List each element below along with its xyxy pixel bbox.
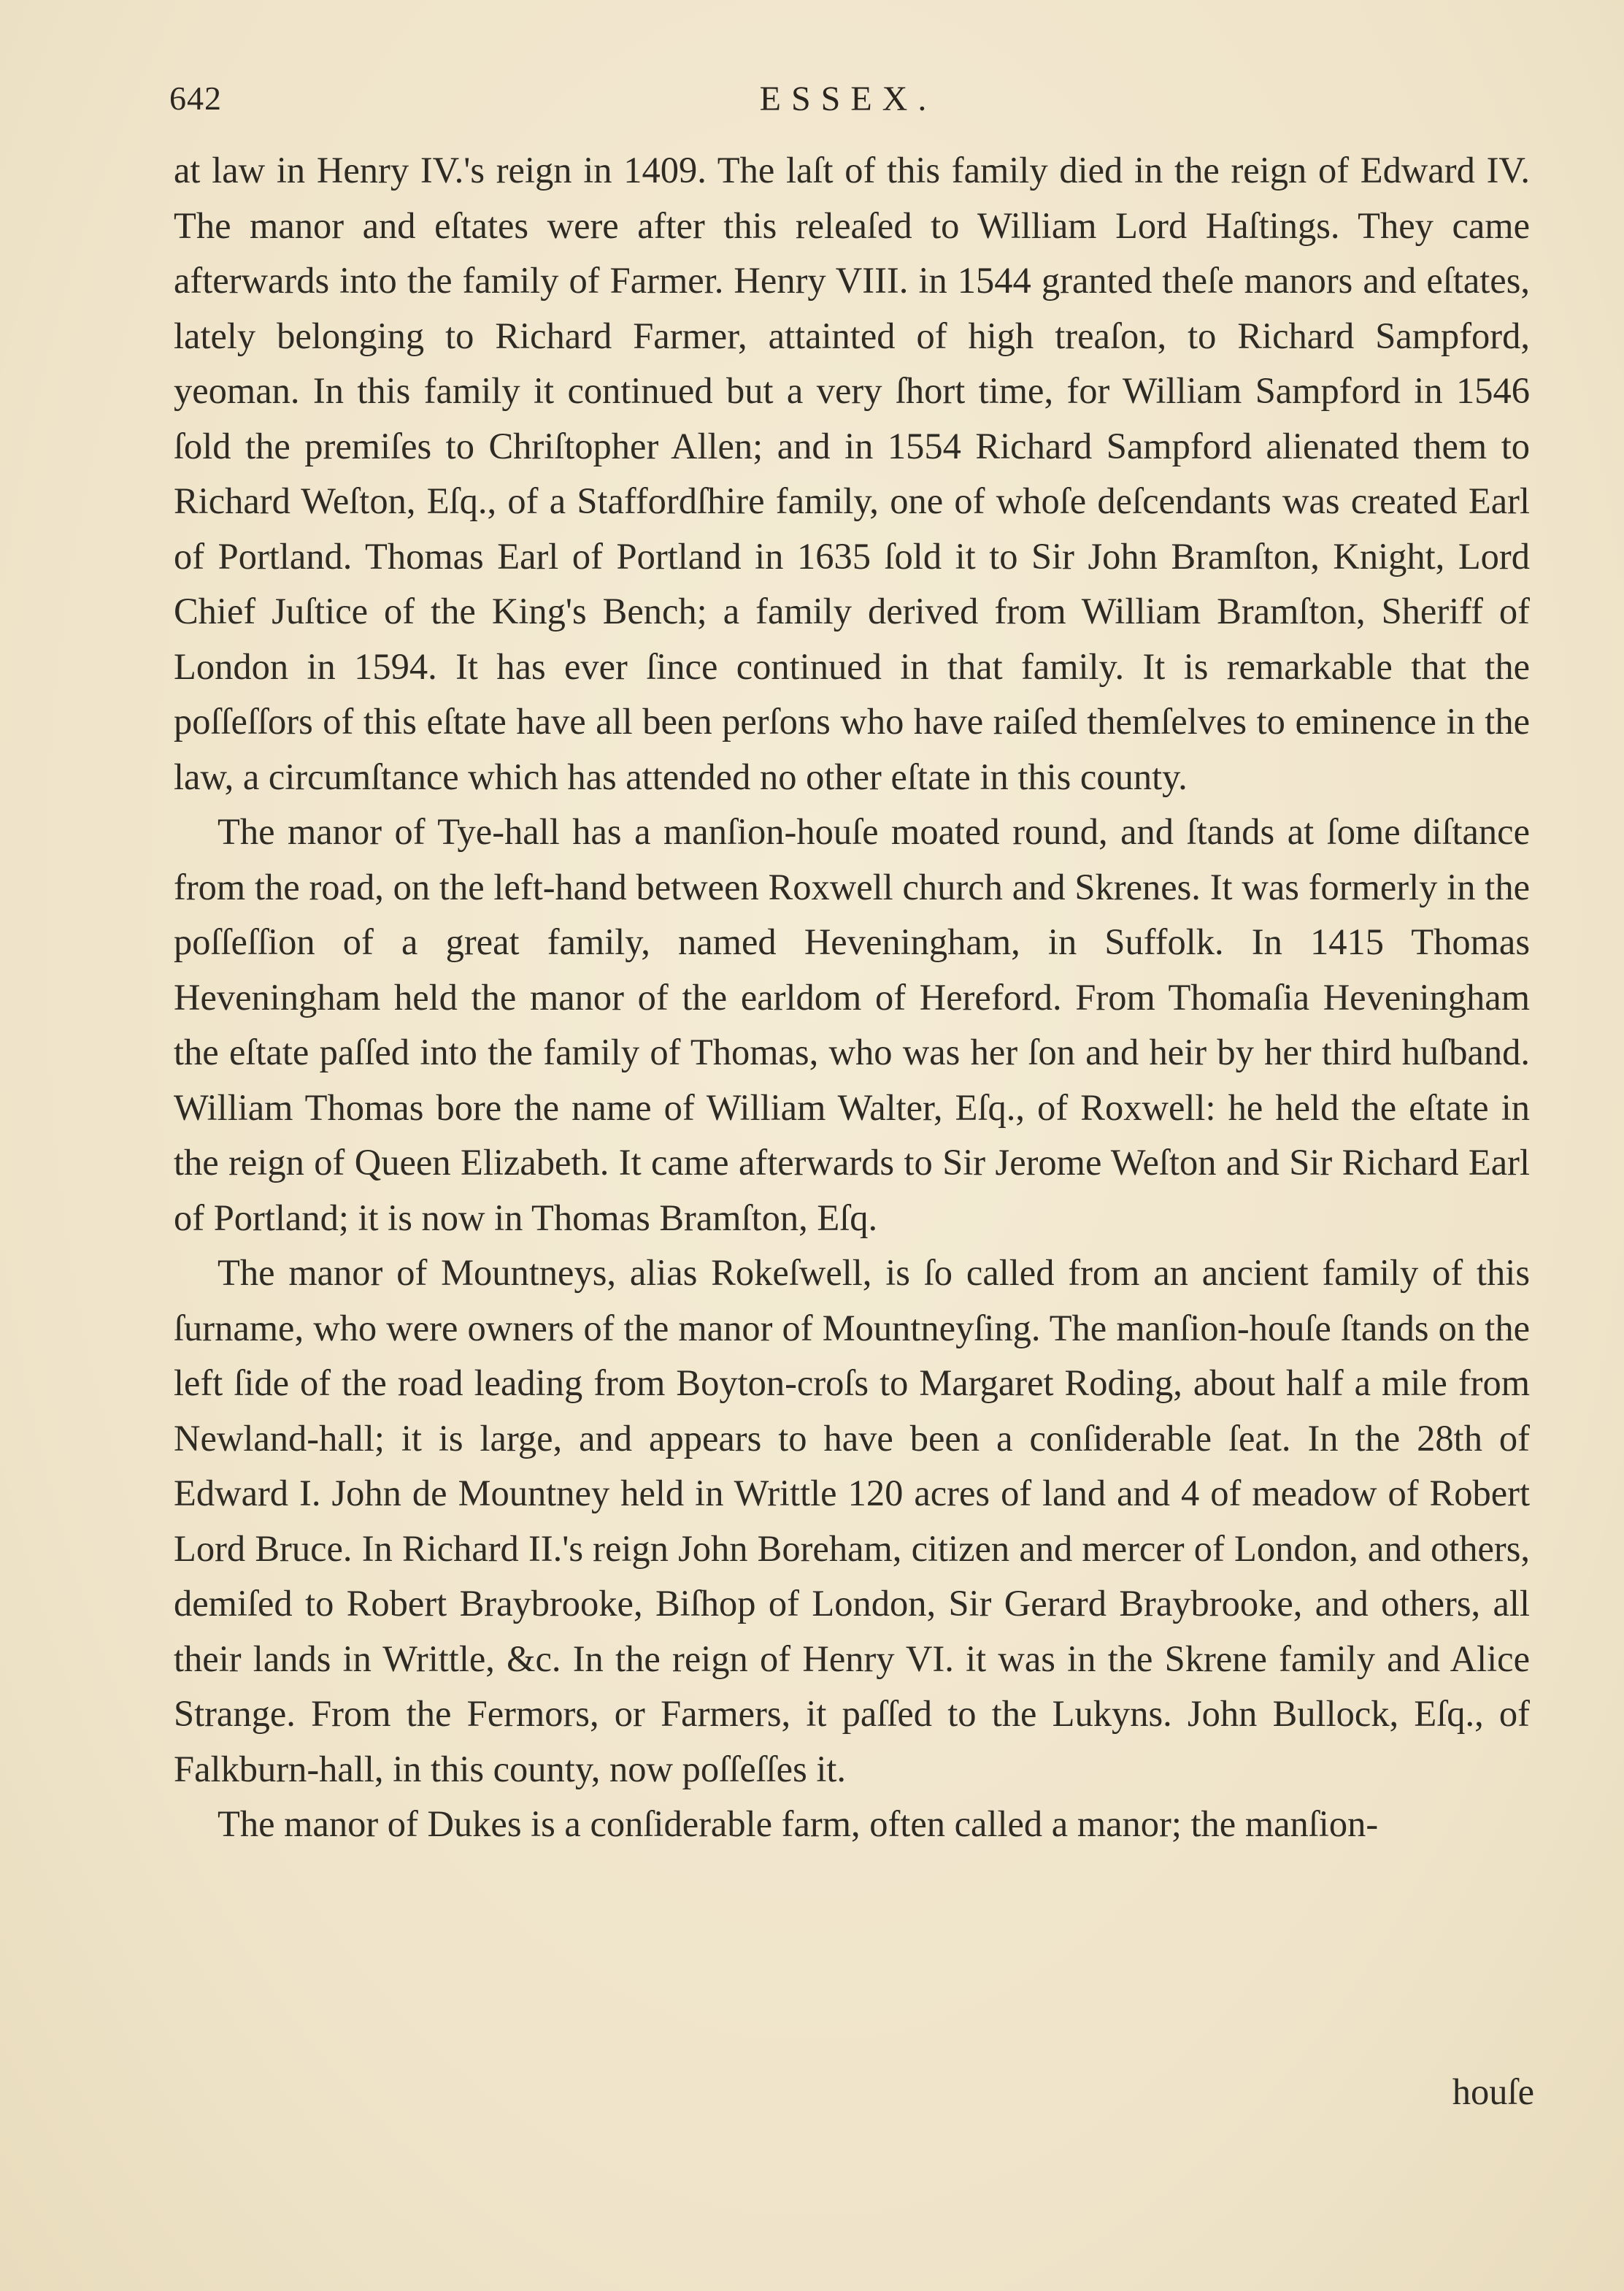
page-header [169, 79, 1527, 130]
paragraph-mountneys: The manor of Mountneys, alias Rokeſwell, is ſo called from an ancient family of this ſurname, who were owners of the manor of Mountneyſing. The manſion-houſe ſtands on the left ſide of the road leading from Boyton-croſs to Margaret Roding, about half a mile from Newland-hall; it is large, and appears to have been a conſiderable ſeat. In the 28th of Edward I. John de Mountney held in Writtle 120 acres of land and 4 of meadow of Robert Lord Bruce. In Richard II.'s reign John Boreham, citizen and mercer of London, and others, demiſed to Robert Braybrooke, Biſhop of London, Sir Gerard Braybrooke, and others, all their lands in Writtle, &c. In the reign of Henry VI. it was in the Skrene family and Alice Strange. From the Fermors, or Farmers, it paſſed to the Lukyns. John Bullock, Eſq., of Falkburn-hall, in this county, now poſſeſſes it. [174, 1252, 1530, 1789]
page-number: 642 [169, 80, 222, 117]
catchword: houſe [1452, 2071, 1534, 2112]
running-head: ESSEX. [759, 80, 937, 118]
paragraph-dukes: The manor of Dukes is a conſiderable farm, often called a manor; the manſion- [218, 1803, 1379, 1844]
paragraph-tye-hall: The manor of Tye-hall has a manſion-houſe moated round, and ſtands at ſome diſtance from the road, on the left-hand between Roxwell church and Skrenes. It was formerly in the poſſeſſion of a great family, named Heveningham, in Suffolk. In 1415 Thomas Heveningham held the manor of the earldom of Hereford. From Thomaſia Heveningham the eſtate paſſed into the family of Thomas, who was her ſon and heir by her third huſband. William Thomas bore the name of William Walter, Eſq., of Roxwell: he held the eſtate in the reign of Queen Elizabeth. It came afterwards to Sir Jerome Weſton and Sir Richard Earl of Portland; it is now in Thomas Bramſton, Eſq. [174, 811, 1530, 1238]
paragraph-continuation: at law in Henry IV.'s reign in 1409. The laſt of this family died in the reign of Edward IV. The manor and eſtates were after this releaſed to William Lord Haſtings. They came afterwards into the family of Farmer. Henry VIII. in 1544 granted theſe manors and eſtates, lately belonging to Richard Farmer, attainted of high treaſon, to Richard Sampford, yeoman. In this family it continued but a very ſhort time, for William Sampford in 1546 ſold the premiſes to Chriſtopher Allen; and in 1554 Richard Sampford alienated them to Richard Weſton, Eſq., of a Staffordſhire family, one of whoſe deſcendants was created Earl of Portland. Thomas Earl of Portland in 1635 ſold it to Sir John Bramſton, Knight, Lord Chief Juſtice of the King's Bench; a family derived from William Bramſton, Sheriff of London in 1594. It has ever ſince continued in that family. It is remarkable that the poſſeſſors of this eſtate have all been perſons who have raiſed themſelves to eminence in the law, a circumſtance which has attended no other eſtate in this county. [174, 150, 1530, 797]
body-text [174, 143, 1530, 1852]
